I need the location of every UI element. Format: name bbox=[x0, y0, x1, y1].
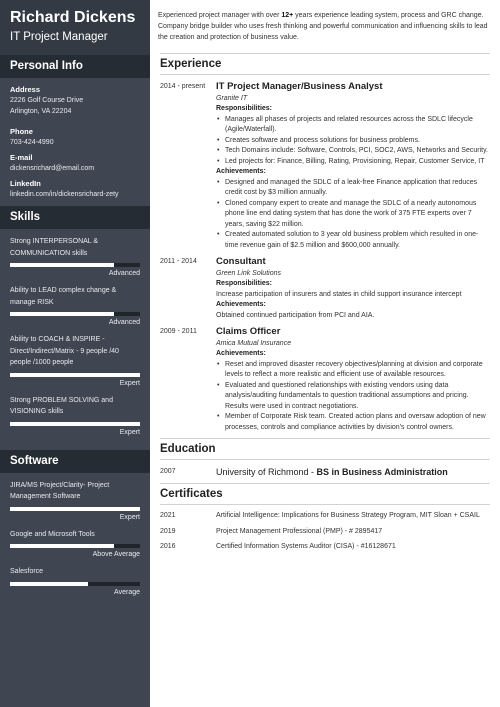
software-heading: Software bbox=[0, 450, 150, 473]
responsibilities-label: Responsibilities: bbox=[216, 105, 273, 112]
skill-level: Expert bbox=[119, 379, 140, 387]
job-title: IT Project Manager/Business Analyst bbox=[216, 81, 383, 92]
education-date: 2007 bbox=[160, 468, 176, 475]
name-block bbox=[0, 0, 150, 55]
software-level-bar bbox=[10, 544, 140, 548]
list-item: • Tech Domains include: Software, Controls, PCI, SOC2, AWS, Networks and Security. bbox=[225, 146, 490, 157]
skill-item bbox=[10, 395, 140, 438]
certificate-entry bbox=[160, 527, 490, 538]
software-name: JIRA/MS Project/Clarity- Project Management Software bbox=[10, 481, 110, 500]
education-separator: - bbox=[308, 467, 317, 477]
candidate-name: Richard Dickens bbox=[10, 9, 136, 26]
education-entry bbox=[160, 466, 490, 478]
address-label: Address bbox=[10, 85, 41, 94]
personal-info-heading: Personal Info bbox=[0, 55, 150, 78]
skill-level: Expert bbox=[119, 428, 140, 436]
certificate-name: Certified Information Systems Auditor (CISA) - #16128671 bbox=[216, 543, 396, 550]
experience-heading: Experience bbox=[160, 53, 490, 75]
responsibilities-text: Increase participation of insurers and states in child support insurance intercept bbox=[216, 290, 462, 298]
job-title: Claims Officer bbox=[216, 326, 281, 337]
degree-name: BS in Business Administration bbox=[316, 467, 448, 477]
main-content bbox=[150, 0, 500, 707]
skill-name: Strong PROBLEM SOLVING and VISIONING skills bbox=[10, 396, 113, 415]
certificate-entry bbox=[160, 511, 490, 522]
list-item: • Led projects for: Finance, Billing, Rating, Provisioning, Repair, Customer Service, IT bbox=[225, 157, 490, 168]
skill-name: Strong INTERPERSONAL & COMMUNICATION skills bbox=[10, 238, 99, 257]
summary bbox=[158, 10, 490, 53]
skill-level-bar bbox=[10, 422, 140, 426]
certificate-date: 2019 bbox=[160, 527, 176, 535]
skill-name: Ability to COACH & INSPIRE - Direct/Indirect/Matrix - 9 people /40 people /1000 people bbox=[10, 336, 119, 366]
skill-level: Advanced bbox=[108, 319, 140, 326]
school-name: University of Richmond bbox=[216, 467, 309, 477]
company-name: Granite IT bbox=[216, 95, 248, 102]
list-item: • Manages all phases of projects and related resources across the SDLC lifecycle (Agile/Waterfall). bbox=[225, 115, 490, 136]
software-item bbox=[10, 529, 140, 561]
list-item: • Designed and managed the SDLC of a leak-free Finance application that reduces credit cost by $3 million annually. bbox=[225, 178, 490, 199]
job-dates: 2014 - present bbox=[160, 83, 206, 90]
achievements-label: Achievements: bbox=[216, 168, 266, 175]
achievements-label: Achievements: bbox=[216, 350, 266, 357]
skill-item bbox=[10, 334, 140, 389]
software-level: Expert bbox=[119, 513, 140, 521]
achievements-label: Achievements: bbox=[216, 301, 266, 308]
address-line-1: 2226 Golf Course Drive bbox=[10, 97, 84, 104]
certificate-date: 2021 bbox=[160, 512, 176, 519]
achievements-list bbox=[216, 178, 490, 252]
software-name: Google and Microsoft Tools bbox=[10, 530, 95, 538]
summary-text-start: Experienced project manager with over bbox=[158, 12, 282, 19]
responsibilities-list bbox=[216, 115, 490, 168]
personal-info-section bbox=[0, 78, 150, 206]
software-level: Above Average bbox=[92, 551, 140, 558]
skill-level-bar bbox=[10, 263, 140, 267]
summary-text-end: years experience leading system, process and GRC change. Company bridge builder who uses fresh thinking and powerful communication and influencing skills to lead the creation and protection of business value. bbox=[158, 12, 488, 41]
achievements-list bbox=[216, 360, 490, 434]
skill-item bbox=[10, 236, 140, 279]
software-name: Salesforce bbox=[10, 568, 44, 575]
certificates-heading: Certificates bbox=[160, 483, 490, 505]
list-item: • Reset and improved disaster recovery objectives/planning at division and corporate levels to reflect a more realistic and efficient use of available resources. bbox=[225, 360, 490, 381]
software-item bbox=[10, 566, 140, 598]
skill-level-bar bbox=[10, 373, 140, 377]
certificate-name: Artificial Intelligence: Implications for Business Strategy Program, MIT Sloan + CSAIL bbox=[216, 512, 480, 519]
software-level-bar bbox=[10, 507, 140, 511]
skill-level-bar bbox=[10, 312, 140, 316]
achievements-text: Obtained continued participation from PCI and AIA. bbox=[216, 311, 375, 319]
experience-entry bbox=[160, 81, 490, 251]
skill-name: Ability to LEAD complex change & manage RISK bbox=[10, 287, 117, 306]
company-name: Amica Mutual Insurance bbox=[216, 340, 292, 347]
sidebar bbox=[0, 0, 150, 707]
job-dates: 2011 - 2014 bbox=[160, 258, 197, 265]
list-item: • Creates software and process solutions for business problems. bbox=[225, 136, 490, 147]
email-label: E-mail bbox=[10, 153, 33, 162]
education-heading: Education bbox=[160, 438, 490, 460]
software-level: Average bbox=[114, 588, 140, 596]
list-item: • Cloned company expert to create and manage the SDLC of a nearly autonomous phone line end dating system that has done the work of 375 FTE experts over 7 years, saving $22 million. bbox=[225, 199, 490, 231]
skills-heading: Skills bbox=[0, 206, 150, 229]
address-line-2: Arlington, VA 22204 bbox=[10, 108, 72, 115]
software-item bbox=[10, 480, 140, 523]
job-title: Consultant bbox=[216, 256, 266, 267]
certificate-entry bbox=[160, 542, 490, 553]
software-section bbox=[0, 473, 150, 610]
candidate-title: IT Project Manager bbox=[10, 31, 108, 43]
email-value: dickensrichard@email.com bbox=[10, 165, 95, 172]
skill-item bbox=[10, 285, 140, 328]
summary-years: 12+ bbox=[281, 12, 294, 19]
certificate-name: Project Management Professional (PMP) - # 2895417 bbox=[216, 527, 383, 535]
phone-label: Phone bbox=[10, 127, 33, 136]
experience-entry bbox=[160, 256, 490, 321]
skill-level: Advanced bbox=[108, 270, 140, 277]
software-level-bar bbox=[10, 582, 140, 586]
certificate-date: 2016 bbox=[160, 543, 176, 550]
list-item: • Evaluated and questioned relationships with existing vendors using data analysis/auditing fundamentals to question traditional assumptions and pricing. Results were used in contract negotiations. bbox=[225, 381, 490, 413]
linkedin-label: LinkedIn bbox=[10, 179, 41, 188]
list-item: • Created automated solution to 3 year old business problem which resulted in one-time revenue gain of $2.5 million and $600,000 annually. bbox=[225, 230, 490, 251]
phone-value: 703-424-4990 bbox=[10, 139, 54, 146]
responsibilities-label: Responsibilities: bbox=[216, 280, 273, 287]
skills-section bbox=[0, 229, 150, 450]
linkedin-link[interactable]: linkedin.com/in/dickensrichard-zety bbox=[10, 191, 119, 198]
job-dates: 2009 - 2011 bbox=[160, 328, 197, 335]
list-item: • Member of Corporate Risk team. Created action plans and oversaw adoption of new processes, controls and compliance activities by division's control owners. bbox=[225, 412, 490, 433]
company-name: Green Link Solutions bbox=[216, 270, 281, 277]
experience-entry bbox=[160, 326, 490, 433]
